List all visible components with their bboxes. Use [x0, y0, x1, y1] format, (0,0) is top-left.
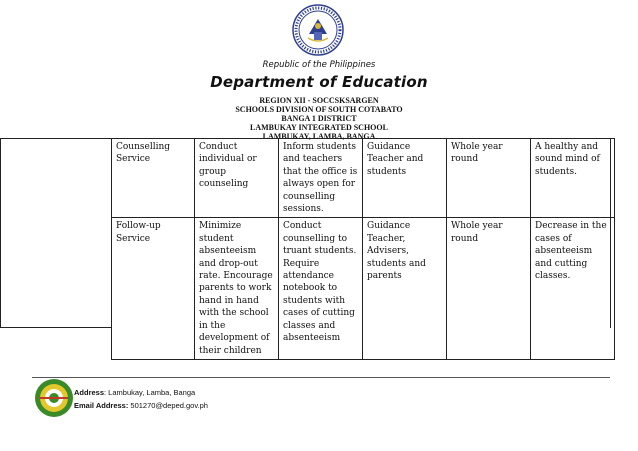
- objective-cell: Conduct individual or group counseling: [195, 139, 279, 218]
- left-column-border: [0, 327, 111, 328]
- guidance-plan-table: [111, 138, 615, 360]
- footer-divider: [32, 377, 610, 378]
- address-line: Address: Lambukay, Lamba, Banga: [74, 388, 196, 397]
- service-cell: Counselling Service: [112, 139, 195, 218]
- department-title: Department of Education: [210, 73, 428, 91]
- location-line: LAMBUKAY, LAMBA, BANGA: [262, 132, 376, 141]
- school-line: LAMBUKAY INTEGRATED SCHOOL: [250, 123, 388, 132]
- table-row: [112, 218, 615, 359]
- outcome-cell: A healthy and sound mind of students.: [531, 139, 615, 218]
- outcome-cell: Decrease in the cases of absenteeism and cutting classes.: [531, 218, 615, 359]
- activity-cell: Inform students and teachers that the office is always open for counselling sessions.: [279, 139, 363, 218]
- activity-cell: Conduct counselling to truant students. Require attendance notebook to students with cases of cutting classes and absenteeism: [279, 218, 363, 359]
- email-line: Email Address: 501270@deped.gov.ph: [74, 401, 208, 410]
- deped-seal-icon: [292, 4, 344, 56]
- school-seal-icon: [34, 378, 74, 418]
- timeframe-cell: Whole year round: [447, 218, 531, 359]
- district-line: BANGA 1 DISTRICT: [281, 114, 357, 123]
- service-cell: Follow-up Service: [112, 218, 195, 359]
- timeframe-cell: Whole year round: [447, 139, 531, 218]
- footer-contact: [74, 386, 208, 412]
- left-column-border: [0, 138, 111, 139]
- persons-cell: Guidance Teacher, Advisers, students and parents: [363, 218, 447, 359]
- republic-line: Republic of the Philippines: [262, 60, 376, 70]
- region-line: REGION XII - SOCCSKSARGEN: [259, 96, 379, 105]
- left-column-border: [0, 138, 1, 328]
- right-border: [610, 138, 611, 328]
- division-line: SCHOOLS DIVISION OF SOUTH COTABATO: [235, 105, 403, 114]
- persons-cell: Guidance Teacher and students: [363, 139, 447, 218]
- table-row: [112, 139, 615, 218]
- objective-cell: Minimize student absenteeism and drop-out rate. Encourage parents to work hand in hand with the school in the development of their children: [195, 218, 279, 359]
